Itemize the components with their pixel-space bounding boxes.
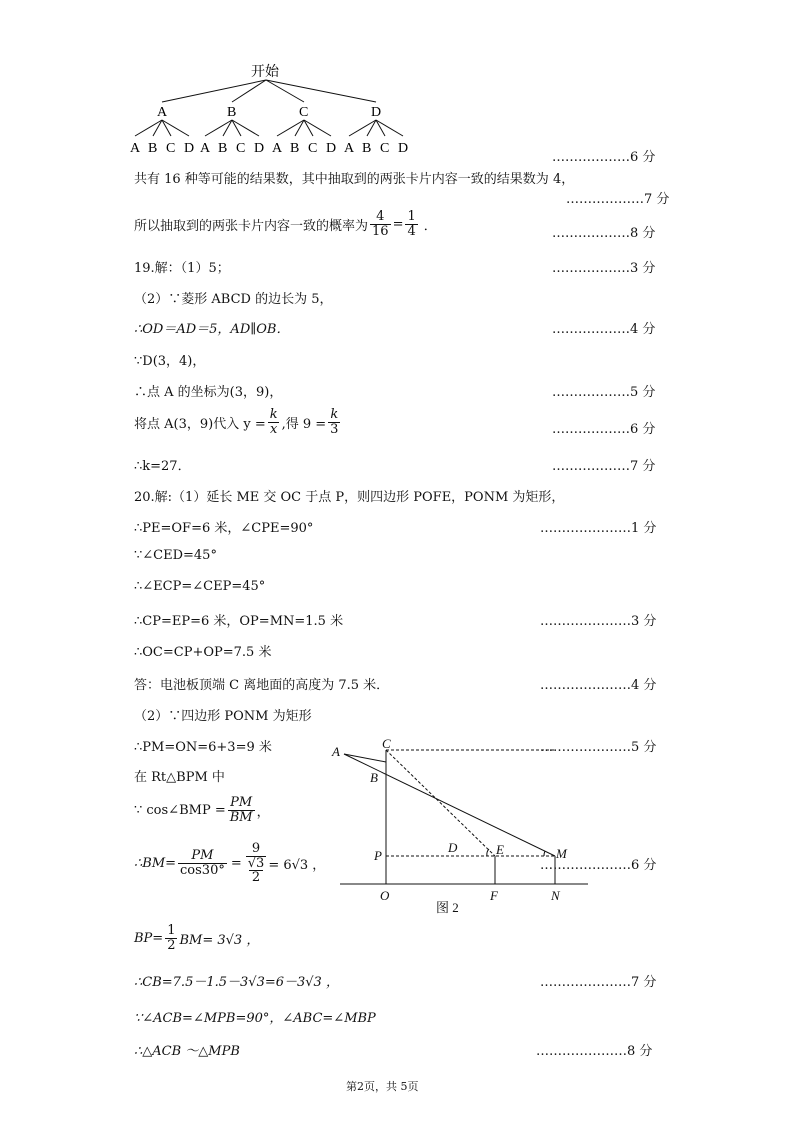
tree-leaf-c-c: C [308, 141, 318, 156]
q20-line-11 [134, 796, 270, 824]
q20-line-10: 在 Rt△BPM 中 [134, 770, 225, 785]
tree-leaf-a-a: A [130, 141, 141, 156]
q20-score-8: …………………8 分 [536, 1044, 653, 1059]
fraction-pm-over-bm [228, 796, 255, 824]
tree-leaf-d-d: D [398, 141, 409, 156]
q19-score-3: ………………3 分 [552, 261, 656, 276]
tree-leaf-d-b: B [362, 141, 372, 156]
q20-line-2: ∴PE=OF=6 米，∠CPE=90° [134, 521, 314, 536]
tree-branch-a: A [157, 105, 168, 120]
label-b: B [370, 770, 378, 785]
q20-line-7: 答：电池板顶端 C 离地面的高度为 7.5 米． [134, 678, 390, 693]
q19-line-7: ∴k=27． [134, 459, 191, 474]
label-m: M [556, 846, 567, 861]
q19-line-5: ∴点 A 的坐标为(3，9)， [134, 385, 283, 400]
tree-leaf-a-c: C [166, 141, 176, 156]
q20-score-6: …………………6 分 [540, 858, 657, 873]
probability-tree-diagram [126, 60, 446, 156]
label-n: N [551, 888, 560, 903]
fraction-k-over-3 [328, 408, 340, 436]
q20-line-3: ∵∠CED=45° [134, 548, 217, 563]
q20-line-16: ∴△ACB ～△MPB [134, 1044, 240, 1059]
equals-sign: = [230, 855, 242, 871]
frac-den: BM [229, 809, 253, 825]
fraction-1-over-2 [165, 924, 177, 952]
segment-ab [344, 754, 386, 762]
tree-root: 开始 [251, 65, 279, 80]
q20-line-9: ∴PM=ON=6+3=9 米 [134, 740, 272, 755]
score-8: ………………8 分 [552, 226, 656, 241]
tree-leaf-a-b: B [148, 141, 158, 156]
q20-text-12a: ∴BM= [134, 855, 177, 871]
label-f: F [490, 888, 498, 903]
angle-arc-e [487, 849, 489, 856]
fraction-1-4 [405, 210, 417, 238]
frac-den: 3 [330, 421, 339, 437]
q20-score-4: …………………4 分 [540, 678, 657, 693]
tree-leaf-b-b: B [218, 141, 228, 156]
tree-branch-b: B [227, 105, 237, 120]
q18-probability-line [134, 210, 437, 238]
frac-den: x [269, 421, 278, 437]
q20-score-1: …………………1 分 [540, 521, 657, 536]
tree-leaf-c-d: D [326, 141, 337, 156]
q19-score-5: ………………5 分 [552, 385, 656, 400]
tree-leaf-a-d: D [184, 141, 195, 156]
page-footer: 第2页，共 5页 [346, 1080, 419, 1093]
score-7: ………………7 分 [566, 192, 670, 207]
label-d: D [448, 840, 458, 855]
q20-text-13a: BP= [134, 930, 164, 946]
q19-text-6b: ,得 9 = [281, 416, 327, 432]
label-c: C [382, 738, 391, 751]
fraction-k-over-x [268, 408, 280, 436]
label-e: E [496, 842, 504, 857]
label-p: P [374, 848, 382, 863]
frac-num: k [269, 407, 278, 422]
label-o: O [380, 888, 390, 903]
frac-num: 1 [167, 923, 176, 938]
q20-score-5: …………………5 分 [540, 740, 657, 755]
equals-sign: = [392, 216, 404, 232]
q19-text-6a: 将点 A(3，9)代入 y = [134, 416, 266, 432]
tree-leaf-d-c: C [380, 141, 390, 156]
q20-line-12 [134, 842, 325, 885]
frac-num: PM [230, 795, 253, 810]
tree-branch-d: D [371, 105, 382, 120]
tree-leaf-b-c: C [236, 141, 246, 156]
q19-score-6: ………………6 分 [552, 422, 656, 437]
tree-leaf-b-d: D [254, 141, 265, 156]
geometry-figure [330, 738, 600, 918]
frac-num: 9 [251, 841, 261, 856]
angle-arc-m [544, 851, 545, 856]
q20-text-11a: ∵ cos∠BMP = [134, 802, 226, 818]
tree-leaf-c-b: B [290, 141, 300, 156]
frac-num: k [330, 407, 339, 422]
comma: ， [256, 804, 270, 820]
q19-line-6 [134, 408, 342, 436]
q20-line-4: ∴∠ECP=∠CEP=45° [134, 579, 266, 594]
q20-text-13b: BM= 3√3 ， [179, 932, 260, 948]
figure-caption: 图 2 [436, 900, 459, 915]
sqrt3: √3 [247, 855, 265, 871]
q19-line-2: （2）∵菱形 ABCD 的边长为 5， [134, 292, 333, 307]
frac-den: 16 [372, 223, 389, 239]
q18-text-1: 共有 16 种等可能的结果数，其中抽取到的两张卡片内容一致的结果数为 4， [134, 172, 575, 187]
tree-branch-c: C [299, 105, 309, 120]
q20-line-13 [134, 924, 259, 952]
label-a: A [332, 744, 340, 759]
frac-den [246, 856, 267, 885]
q19-line-3: ∴OD＝AD＝5，AD∥OB． [134, 322, 290, 337]
q18-text-2: 所以抽取到的两张卡片内容一致的概率为 [134, 218, 369, 234]
frac-den: cos30° [180, 862, 225, 878]
segment-ce [386, 750, 495, 856]
frac-num: 1 [407, 209, 416, 224]
q20-line-8: （2）∵四边形 PONM 为矩形 [134, 709, 312, 724]
q20-line-14: ∴CB=7.5－1.5－3√3=6－3√3 ， [134, 975, 339, 990]
two: 2 [249, 870, 263, 885]
q20-score-7: …………………7 分 [540, 975, 657, 990]
frac-num: 4 [376, 209, 385, 224]
frac-num: PM [191, 848, 214, 864]
frac-den: 4 [407, 223, 416, 239]
q20-line-6: ∴OC=CP+OP=7.5 米 [134, 645, 272, 660]
tree-leaf-d-a: A [344, 141, 355, 156]
fraction-9-over-sqrt3-2 [246, 842, 267, 885]
tree-leaf-b-a: A [200, 141, 211, 156]
fraction-4-16 [370, 210, 391, 238]
tree-leaf-c-a: A [272, 141, 283, 156]
q19-line-4: ∵D(3，4)， [134, 354, 206, 369]
q19-score-4: ………………4 分 [552, 322, 656, 337]
score-6: ………………6 分 [552, 150, 656, 165]
q20-score-3: …………………3 分 [540, 614, 657, 629]
q19-score-7: ………………7 分 [552, 459, 656, 474]
q20-line-5: ∴CP=EP=6 米，OP=MN=1.5 米 [134, 614, 344, 629]
q20-line-15: ∵∠ACB=∠MPB=90°，∠ABC=∠MBP [134, 1011, 376, 1026]
fraction-pm-over-cos30 [178, 849, 227, 877]
q19-line-1: 19.解：（1）5； [134, 261, 230, 276]
q20-text-12b: = 6√3 ， [268, 857, 326, 873]
q20-line-1: 20.解:（1）延长 ME 交 OC 于点 P，则四边形 POFE，PONM 为矩形， [134, 490, 565, 505]
period: ． [423, 218, 437, 234]
frac-den: 2 [167, 937, 176, 953]
